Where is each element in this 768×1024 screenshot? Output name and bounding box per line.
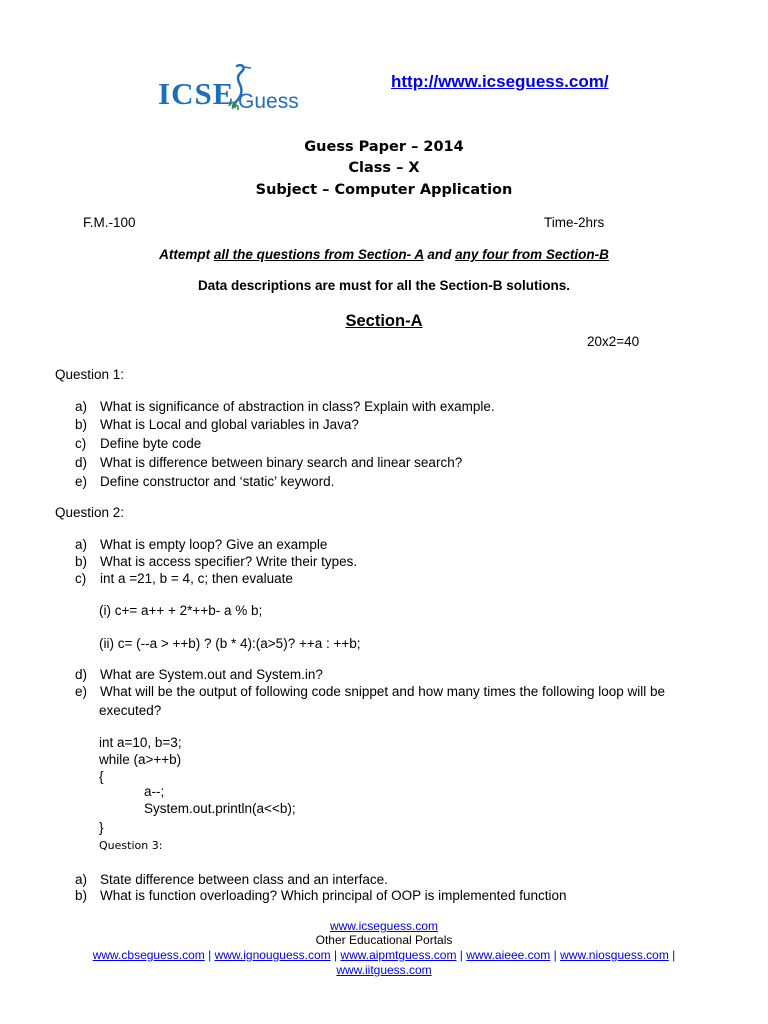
code-line: int a=10, b=3; <box>99 735 182 750</box>
full-marks: F.M.-100 <box>83 215 136 230</box>
list-item: c) Define byte code <box>75 436 202 451</box>
list-item: b) What is function overloading? Which principal of OOP is implemented function <box>75 888 567 903</box>
list-item: a) What is empty loop? Give an example <box>75 537 328 552</box>
section-marks: 20x2=40 <box>587 334 640 349</box>
question-1-title: Question 1: <box>55 367 125 382</box>
instr-part3: and <box>423 247 456 262</box>
data-description-note: Data descriptions are must for all the Section-B solutions. <box>197 278 571 293</box>
footer-site-link[interactable]: www.icseguess.com <box>329 919 439 933</box>
instructions-line <box>0 247 768 262</box>
footer-link-iitguess[interactable]: www.iitguess.com <box>336 963 432 977</box>
list-item: d) What are System.out and System.in? <box>75 667 323 682</box>
footer-portal-links: www.cbseguess.com | www.ignouguess.com | www.aipmtguess.com | www.aieee.com | www.niosguess.com | www.iitguess.com <box>92 948 676 977</box>
time-allowed: Time-2hrs <box>544 215 605 230</box>
footer-link-aipmtguess[interactable]: www.aipmtguess.com <box>340 948 457 962</box>
list-item: d) What is difference between binary search and linear search? <box>75 455 463 470</box>
instr-part1: Attempt <box>159 247 214 262</box>
list-item: b) What is access specifier? Write their types. <box>75 554 358 569</box>
evaluate-expression-1: (i) c+= a++ + 2*++b- a % b; <box>99 603 263 618</box>
section-heading: Section-A <box>345 312 423 330</box>
logo-guess-text: Guess <box>238 90 299 113</box>
instr-part4: any four from Section-B <box>455 247 609 262</box>
list-item-continuation: executed? <box>99 703 162 718</box>
logo-icse-text: ICSE <box>158 76 235 111</box>
paper-title: Guess Paper – 2014 <box>304 139 464 155</box>
subject-title: Subject – Computer Application <box>255 182 513 198</box>
list-item: e) Define constructor and ‘static’ keyword. <box>75 474 335 489</box>
list-item: b) What is Local and global variables in Java? <box>75 417 359 432</box>
footer-link-cbseguess[interactable]: www.cbseguess.com <box>92 948 205 962</box>
list-item: e) What will be the output of following code snippet and how many times the following loop will be <box>75 684 666 699</box>
question-2-title: Question 2: <box>55 505 125 520</box>
code-line: { <box>99 769 104 784</box>
evaluate-expression-2: (ii) c= (--a > ++b) ? (b * 4):(a>5)? ++a : ++b; <box>99 636 361 651</box>
icseguess-logo <box>155 62 315 118</box>
footer-link-niosguess[interactable]: www.niosguess.com <box>560 948 669 962</box>
footer-site-line <box>0 919 768 933</box>
footer-link-aieee[interactable]: www.aieee.com <box>466 948 551 962</box>
question-3-title: Question 3: <box>99 839 163 852</box>
code-line: while (a>++b) <box>99 752 182 767</box>
footer-link-ignouguess[interactable]: www.ignouguess.com <box>214 948 331 962</box>
list-item: a) State difference between class and an interface. <box>75 872 388 887</box>
site-url-link[interactable]: http://www.icseguess.com/ <box>391 72 609 91</box>
code-line: a--; <box>144 784 165 799</box>
class-title: Class – X <box>348 160 420 176</box>
footer-other-portals: Other Educational Portals <box>315 933 453 947</box>
code-line: } <box>99 820 104 835</box>
list-item: a) What is significance of abstraction in class? Explain with example. <box>75 399 495 414</box>
instr-part2: all the questions from Section- A <box>213 247 424 262</box>
code-line: System.out.println(a<<b); <box>144 801 296 816</box>
list-item: c) int a =21, b = 4, c; then evaluate <box>75 571 293 586</box>
